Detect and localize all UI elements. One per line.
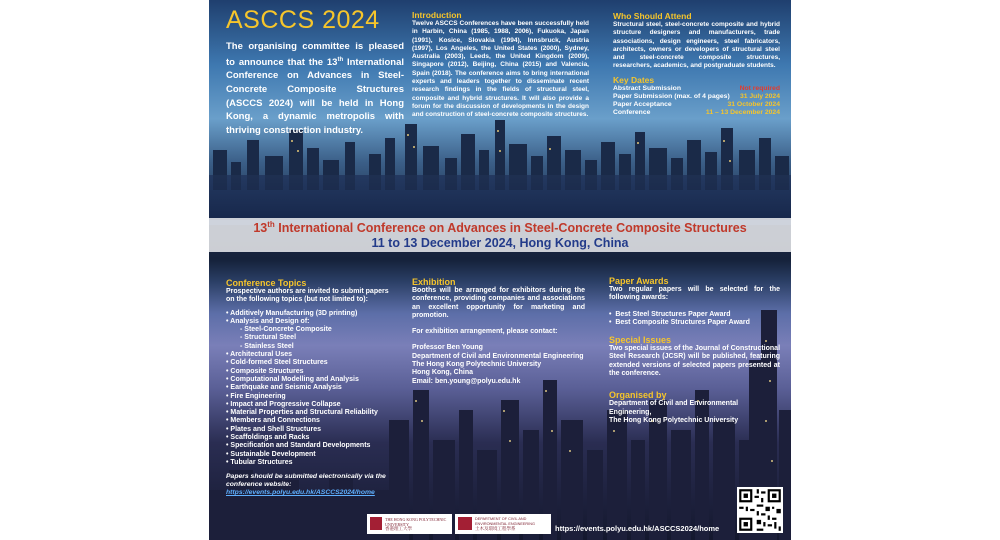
topic-item: • Specification and Standard Developments	[226, 442, 371, 450]
topic-item: • Members and Connections	[226, 417, 320, 425]
exhibition-contact-intro: For exhibition arrangement, please contact:	[412, 328, 558, 336]
contact-line: Department of Civil and Environmental Engineering	[412, 352, 584, 360]
awards-section	[609, 276, 780, 425]
award-item: • Best Steel Structures Paper Award	[609, 310, 731, 318]
introduction-heading: Introduction	[412, 10, 462, 20]
who-should-attend-text: Structural steel, steel-concrete composite and hybrid structure designers and manufacturers, trade associations, design engineers, steel fabricators, architects, owners or developers of structural steel and steel-concrete composite structures, researchers, academics, and postgraduate students.	[613, 21, 780, 70]
paper-awards-list	[609, 311, 780, 328]
who-should-attend-section	[613, 11, 780, 118]
organiser-line: The Hong Kong Polytechnic University	[609, 416, 739, 424]
paper-awards-text: Two regular papers will be selected for the following awards:	[609, 286, 780, 302]
topic-item: • Fire Engineering	[226, 392, 286, 400]
conference-poster	[209, 0, 791, 540]
topic-item: • Architectural Uses	[226, 351, 292, 359]
exhibition-text: Booths will be arranged for exhibitors during the conference, providing companies and associations an excellent opportunity for marketing and promotion.	[412, 287, 585, 319]
qr-code-icon[interactable]	[737, 487, 783, 533]
topic-item: • Material Properties and Structural Reliability	[226, 409, 378, 417]
special-issues-text: Two special issues of the Journal of Constructional Steel Research (JCSR) will be published, featuring extended versions of selected papers presented at the conference.	[609, 345, 781, 378]
topic-item: - Stainless Steel	[240, 342, 294, 350]
contact-line: Professor Ben Young	[412, 344, 483, 352]
paper-awards-heading: Paper Awards	[609, 276, 669, 286]
organised-by-heading: Organised by	[609, 390, 667, 401]
banner-conference-name: 13th International Conference on Advances in Steel-Concrete Composite Structures	[253, 220, 747, 236]
intro-paragraph: The organising committee is pleased to announce that the 13th International Conference on Advances in Steel-Concrete Composite Structures (ASCCS 2024) will be held in Hong Kong, a dynamic metropolis with thriving construction industry.	[226, 41, 404, 136]
key-date-row: Paper Acceptance 31 October 2024	[613, 101, 780, 109]
topic-item: • Analysis and Design of:	[226, 317, 310, 325]
key-date-row: Abstract Submission Not required	[613, 84, 780, 92]
polyu-logo: THE HONG KONG POLYTECHNIC UNIVERSITY 香港理工大學	[367, 514, 452, 534]
topic-item: • Composite Structures	[226, 367, 304, 375]
topic-item: • Plates and Shell Structures	[226, 425, 322, 433]
organiser-line: Department of Civil and Environmental Engineering,	[609, 400, 739, 416]
exhibition-section	[412, 277, 585, 386]
topic-item: • Additively Manufacturing (3D printing)	[226, 309, 358, 317]
footer-url-link[interactable]: https://events.polyu.edu.hk/ASCCS2024/home	[555, 524, 720, 533]
contact-line: The Hong Kong Polytechnic University	[412, 361, 542, 369]
conference-topics-section	[226, 278, 396, 497]
topic-item: • Tubular Structures	[226, 458, 293, 466]
introduction-text: Twelve ASCCS Conferences have been successfully held in Harbin, China (1985, 1988, 2006), Fukuoka, Japan (1991), Kosice, Slovakia (1994), Innsbruck, Austria (1997), Los Angeles, the United States (2000), Sydney, Australia (2003), Leeds, the United Kingdom (2009), Singapore (2012), Beijing, China (2015) and Valencia, Spain (2018). The conference aims to bring international experts and leaders together to disseminate recent research findings in the fields of structural steel, composite and hybrid structures. It will also provide a forum for the discussion of developments in the design and construction of steel-concrete composite structures.	[412, 20, 589, 119]
cee-department-logo: DEPARTMENT OF CIVIL AND ENVIRONMENTAL ENGINEERING 土木及環境工程學系	[455, 514, 551, 534]
key-dates-heading: Key Dates	[613, 74, 655, 85]
contact-email[interactable]: Email: ben.young@polyu.edu.hk	[412, 377, 521, 385]
topics-list	[226, 310, 396, 468]
harbour-water	[209, 175, 791, 220]
topic-item: - Steel-Concrete Composite	[240, 326, 332, 334]
conference-title: ASCCS 2024	[226, 6, 380, 34]
topics-heading: Conference Topics	[226, 278, 307, 288]
key-date-row: Conference 11 – 13 December 2024	[613, 109, 780, 117]
topics-intro: Prospective authors are invited to submit papers on the following topics (but not limited to):	[226, 288, 389, 304]
topic-item: • Scaffoldings and Racks	[226, 434, 310, 442]
polyu-emblem-icon	[370, 517, 382, 530]
introduction-section	[412, 10, 589, 120]
exhibition-contact	[412, 344, 585, 385]
topic-item: - Structural Steel	[240, 334, 297, 342]
topic-item: • Impact and Progressive Collapse	[226, 400, 341, 408]
who-should-attend-heading: Who Should Attend	[613, 11, 692, 21]
topic-item: • Earthquake and Seismic Analysis	[226, 384, 342, 392]
banner-date-location: 11 to 13 December 2024, Hong Kong, China	[371, 236, 629, 250]
topic-item: • Cold-formed Steel Structures	[226, 359, 328, 367]
contact-line: Hong Kong, China	[412, 369, 474, 377]
special-issues-heading: Special Issues	[609, 335, 672, 346]
submission-note: Papers should be submitted electronically via the conference website: https://events.polyu.edu.hk/ASCCS2024/home	[226, 473, 386, 497]
key-dates-table	[613, 85, 780, 118]
cee-emblem-icon	[458, 517, 472, 530]
topic-item: • Computational Modelling and Analysis	[226, 375, 359, 383]
award-item: • Best Composite Structures Paper Award	[609, 318, 750, 326]
key-date-row: Paper Submission (max. of 4 pages) 31 July 2024	[613, 92, 780, 100]
topic-item: • Sustainable Development	[226, 450, 316, 458]
submission-link[interactable]: https://events.polyu.edu.hk/ASCCS2024/home	[226, 489, 375, 497]
exhibition-heading: Exhibition	[412, 277, 456, 287]
